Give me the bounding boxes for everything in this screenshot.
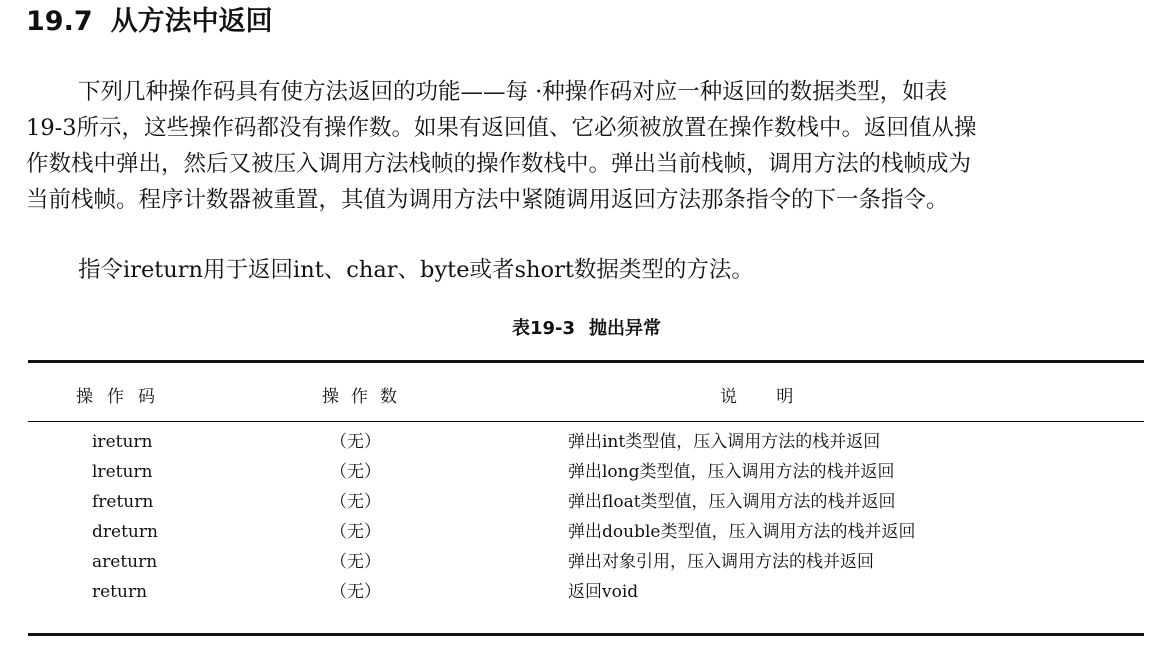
operand-cell: （无） <box>330 432 381 452</box>
table-caption-title: 抛出异常 <box>589 318 662 339</box>
table-row <box>0 487 1173 517</box>
table-row <box>0 427 1173 457</box>
operand-cell: （无） <box>330 522 381 542</box>
table-row <box>0 457 1173 487</box>
opcode-cell: freturn <box>92 492 154 512</box>
table-caption-number: 表19-3 <box>511 318 576 339</box>
paragraph-line: 19-3所示，这些操作码都没有操作数。如果有返回值、它必须被放置在操作数栈中。返回值从操 <box>26 115 977 141</box>
operand-cell: （无） <box>330 492 381 512</box>
paragraph-2 <box>26 252 1156 288</box>
section-heading <box>26 6 273 38</box>
operand-cell: （无） <box>330 582 381 602</box>
opcode-cell: lreturn <box>92 462 153 482</box>
table-caption <box>0 317 1173 341</box>
table-row <box>0 517 1173 547</box>
description-cell: 弹出对象引用，压入调用方法的栈并返回 <box>568 552 874 572</box>
operand-cell: （无） <box>330 552 381 572</box>
opcode-cell: return <box>92 582 148 602</box>
opcode-cell: areturn <box>92 552 158 572</box>
section-title: 从方法中返回 <box>110 6 273 37</box>
table-top-rule <box>28 360 1144 363</box>
section-number: 19.7 <box>26 6 93 37</box>
header-operands: 操作数 <box>322 387 409 407</box>
opcode-cell: ireturn <box>92 432 153 452</box>
description-cell: 弹出float类型值，压入调用方法的栈并返回 <box>568 492 896 512</box>
operand-cell: （无） <box>330 462 381 482</box>
table-header-rule <box>28 421 1144 422</box>
table-row <box>0 577 1173 607</box>
description-cell: 弹出double类型值，压入调用方法的栈并返回 <box>568 522 916 542</box>
paragraph-1 <box>26 74 1156 218</box>
header-description: 说 明 <box>720 387 794 407</box>
paragraph-line: 作数栈中弹出，然后又被压入调用方法栈帧的操作数栈中。弹出当前栈帧，调用方法的栈帧成为 <box>26 151 972 177</box>
description-cell: 返回void <box>568 582 639 602</box>
table-bottom-rule <box>28 633 1144 636</box>
paragraph-line: 当前栈帧。程序计数器被重置，其值为调用方法中紧随调用返回方法那条指令的下一条指令。 <box>26 187 949 213</box>
table-row <box>0 547 1173 577</box>
header-opcode: 操作码 <box>76 387 169 407</box>
opcode-cell: dreturn <box>92 522 158 542</box>
description-cell: 弹出long类型值，压入调用方法的栈并返回 <box>568 462 895 482</box>
description-cell: 弹出int类型值，压入调用方法的栈并返回 <box>568 432 881 452</box>
paragraph-line: 指令ireturn用于返回int、char、byte或者short数据类型的方法。 <box>78 257 754 283</box>
paragraph-line: 下列几种操作码具有使方法返回的功能——每 ·种操作码对应一种返回的数据类型，如表 <box>78 79 948 105</box>
